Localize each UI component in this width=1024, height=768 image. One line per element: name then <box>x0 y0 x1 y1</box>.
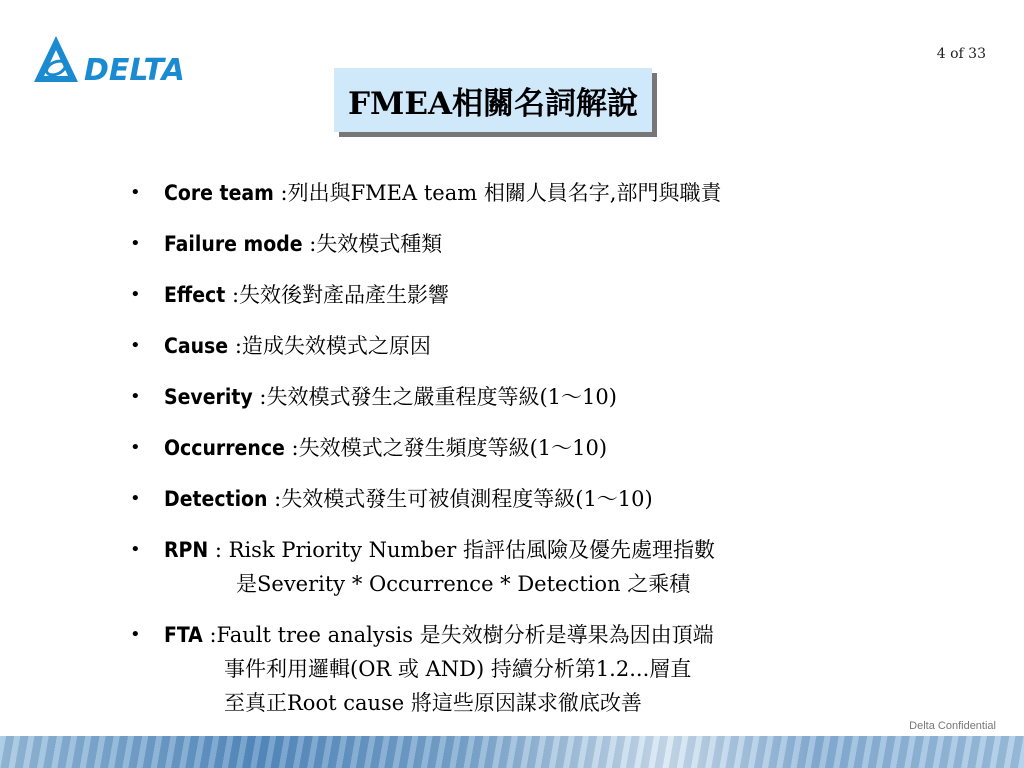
term: Failure mode <box>164 232 303 256</box>
list-item <box>130 329 1010 363</box>
definition: :造成失效模式之原因 <box>228 334 431 358</box>
definition: :Fault tree analysis 是失效樹分析是導果為因由頂端 <box>202 623 714 647</box>
footer-band <box>0 736 1024 768</box>
term: Effect <box>164 283 226 307</box>
bullet-icon: • <box>130 182 141 203</box>
definition-continuation: 事件利用邏輯(OR 或 AND) 持續分析第1.2...層直 <box>224 657 692 681</box>
list-item <box>130 278 1010 312</box>
bullet-icon: • <box>130 488 141 509</box>
term: RPN <box>164 538 209 562</box>
bullet-icon: • <box>130 624 141 645</box>
page-title: FMEA相關名詞解說 <box>348 85 639 122</box>
list-item <box>130 482 1010 516</box>
term: Core team <box>164 181 274 205</box>
delta-logo <box>30 30 190 90</box>
list-item-rpn <box>130 533 1010 601</box>
list-item-fta <box>130 618 1010 720</box>
term: Occurrence <box>164 436 285 460</box>
list-item <box>130 176 1010 210</box>
bullet-icon: • <box>130 386 141 407</box>
bullet-icon: • <box>130 539 141 560</box>
definition-continuation: 是Severity * Occurrence * Detection 之乘積 <box>236 572 691 596</box>
bullet-icon: • <box>130 335 141 356</box>
list-item <box>130 380 1010 414</box>
confidential-label: Delta Confidential <box>909 720 996 732</box>
term: Severity <box>164 385 253 409</box>
definition-continuation: 至真正Root cause 將這些原因謀求徹底改善 <box>224 691 642 715</box>
logo-text: DELTA <box>84 53 185 88</box>
bullet-icon: • <box>130 437 141 458</box>
bullet-icon: • <box>130 233 141 254</box>
definition: :失效模式發生可被偵測程度等級(1～10) <box>267 487 653 511</box>
term: FTA <box>164 623 203 647</box>
definition-list <box>130 176 1010 737</box>
title-box <box>334 68 652 132</box>
definition: :失效模式之發生頻度等級(1～10) <box>284 436 608 460</box>
definition: : Risk Priority Number 指評估風險及優先處理指數 <box>208 538 716 562</box>
definition: :失效模式種類 <box>302 232 443 256</box>
term: Detection <box>164 487 268 511</box>
page-number: 4 of 33 <box>936 46 986 62</box>
definition: :失效後對產品產生影響 <box>225 283 450 307</box>
list-item <box>130 431 1010 465</box>
term: Cause <box>164 334 229 358</box>
definition: :列出與FMEA team 相關人員名字,部門與職責 <box>273 181 722 205</box>
list-item <box>130 227 1010 261</box>
bullet-icon: • <box>130 284 141 305</box>
definition: :失效模式發生之嚴重程度等級(1～10) <box>252 385 617 409</box>
